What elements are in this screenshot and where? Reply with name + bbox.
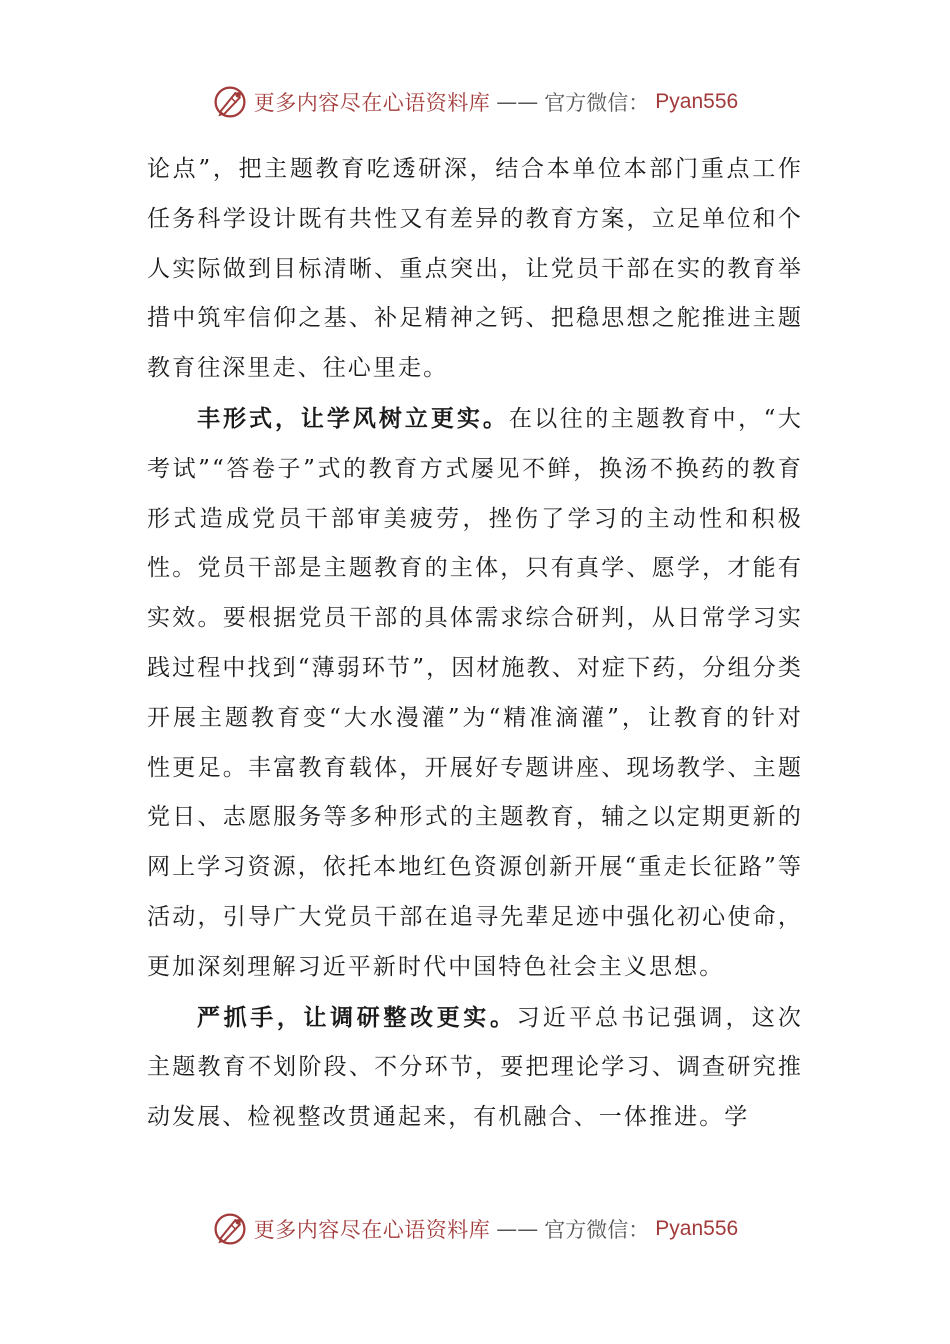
banner-dash: —— [496,1217,539,1241]
banner-official-label: 官方微信： [544,1218,650,1242]
paragraph-heading: 严抓手，让调研整改更实。 [197,1003,517,1031]
banner-wechat-id: Pyan556 [655,90,739,113]
paragraph-text: 论点”，把主题教育吃透研深，结合本单位本部门重点工作任务科学设计既有共性又有差异的教育方案，立足单位和个人实际做到目标清晰、重点突出，让党员干部在实的教育举措中筑牢信仰之基、补足精神之钙、把稳思想之舵推进主题教育往深里走、往心里走。 [147,156,803,382]
pen-nib-logo-icon [212,84,248,120]
paragraph-text: 在以往的主题教育中，“大考试”“答卷子”式的教育方式屡见不鲜，换汤不换药的教育形式造成党员干部审美疲劳，挫伤了学习的主动性和积极性。党员干部是主题教育的主体，只有真学、愿学，才能有实效。要根据党员干部的具体需求综合研判，从日常学习实践过程中找到“薄弱环节”，因材施教、对症下药，分组分类开展主题教育变“大水漫灌”为“精准滴灌”，让教育的针对性更足。丰富教育载体，开展好专题讲座、现场教学、主题党日、志愿服务等多种形式的主题教育，辅之以定期更新的网上学习资源，依托本地红色资源创新开展“重走长征路”等活动，引导广大党员干部在追寻先辈足迹中强化初心使命，更加深刻理解习近平新时代中国特色社会主义思想。 [147,405,803,980]
paragraph-text: 习近平总书记强调，这次主题教育不划阶段、不分环节，要把理论学习、调查研究推动发展、检视整改贯通起来，有机融合、一体推进。学 [147,1004,803,1131]
pen-nib-logo-icon [212,1211,248,1247]
header-watermark-banner [0,82,950,122]
footer-watermark-banner [0,1209,950,1249]
banner-dash: —— [496,90,539,114]
paragraph-continuation [147,145,803,394]
banner-site-text: 更多内容尽在心语资料库 [253,91,491,115]
banner-official-label: 官方微信： [544,91,650,115]
document-body [147,145,803,1143]
banner-wechat-id: Pyan556 [655,1217,739,1240]
banner-site-text: 更多内容尽在心语资料库 [253,1218,491,1242]
paragraph-form [147,394,803,993]
paragraph-heading: 丰形式，让学风树立更实。 [197,404,509,432]
paragraph-grip [147,993,803,1143]
